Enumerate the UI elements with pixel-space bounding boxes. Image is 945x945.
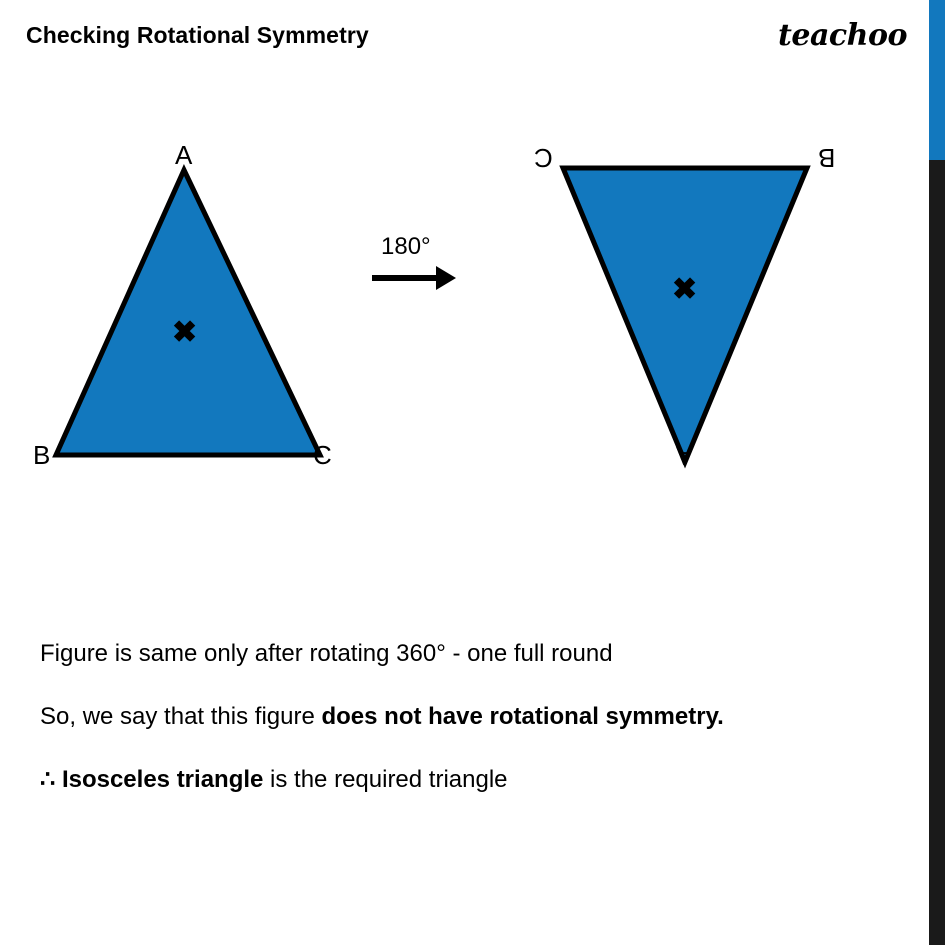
conclusion-line-2 — [40, 703, 910, 732]
edge-accent-bar-dark — [929, 160, 945, 945]
vertex-label-c-rotated: C — [534, 143, 553, 173]
conclusion-line-3-emphasis: Isosceles triangle — [61, 765, 264, 793]
conclusion-line-3-suffix: is the required triangle — [263, 765, 508, 793]
vertex-label-a-rotated: A — [676, 441, 694, 471]
vertex-label-b-original: B — [33, 440, 51, 470]
conclusion-line-3 — [40, 766, 910, 795]
conclusion-text-block — [40, 640, 910, 828]
triangle-original-shape — [20, 100, 420, 520]
rotation-angle-label: 180° — [381, 233, 431, 260]
page-title: Checking Rotational Symmetry — [26, 22, 369, 48]
orientation-mark-rotated: ✖ — [672, 273, 698, 306]
vertex-label-a-original: A — [175, 140, 193, 170]
vertex-label-c-original: C — [313, 440, 332, 470]
therefore-symbol: ∴ — [40, 765, 62, 793]
orientation-mark-original: ✖ — [172, 316, 198, 349]
conclusion-line-1: Figure is same only after rotating 360° - one full round — [40, 640, 613, 667]
vertex-label-b-rotated: B — [818, 143, 836, 173]
triangle-rotated-polygon — [563, 168, 807, 462]
symmetry-diagram — [0, 100, 929, 520]
edge-accent-bar-blue — [929, 0, 945, 160]
brand-logo-text: teachoo — [778, 18, 907, 53]
triangle-original-polygon — [56, 170, 320, 455]
conclusion-line-2-prefix: So, we say that this figure — [40, 702, 322, 730]
conclusion-line-2-emphasis: does not have rotational symmetry. — [321, 702, 724, 730]
rotation-arrow-icon — [370, 258, 480, 298]
